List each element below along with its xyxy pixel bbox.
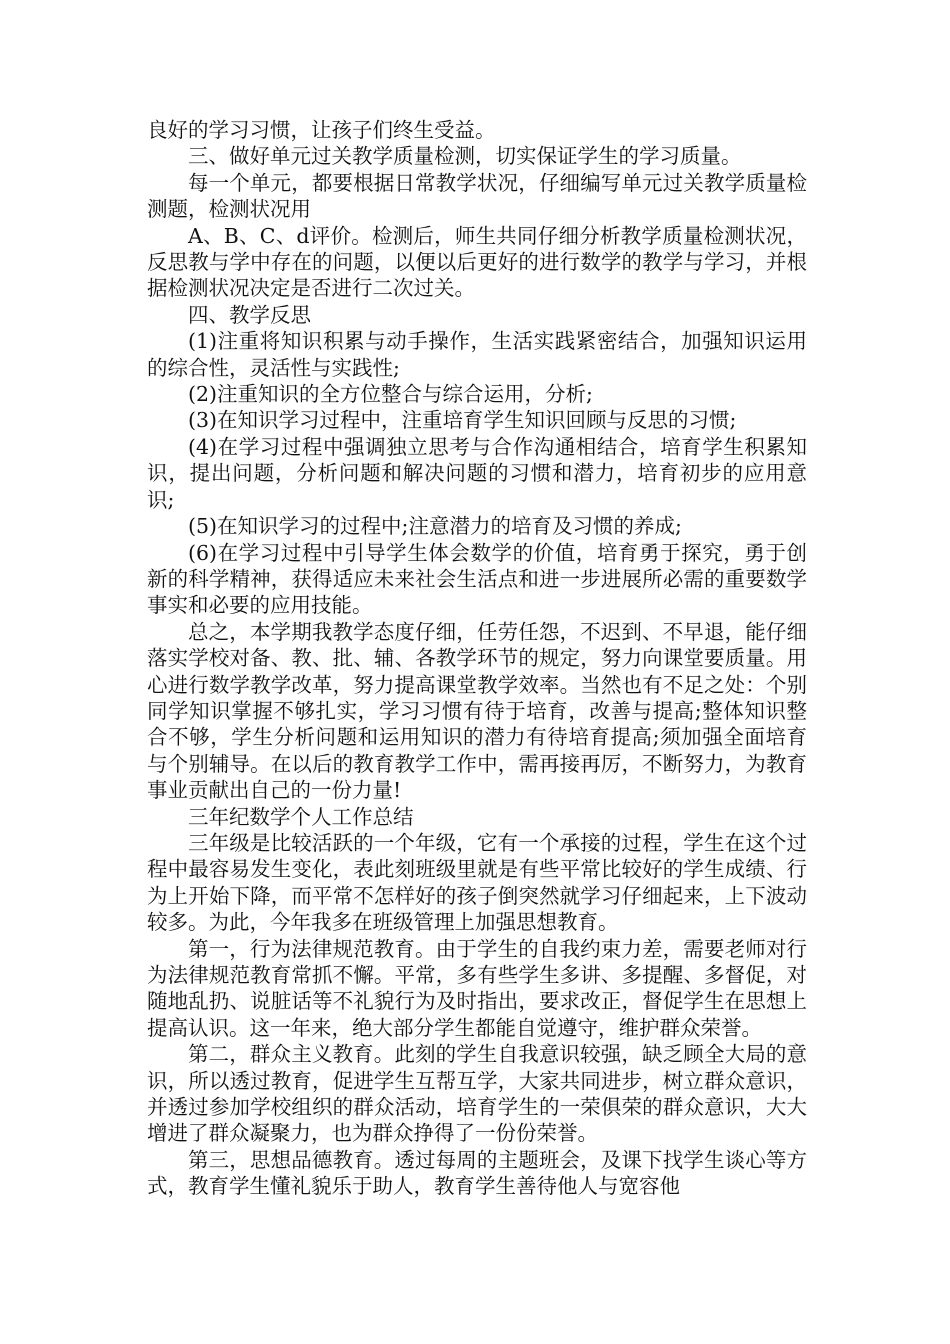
paragraph: 三年级是比较活跃的一个年级，它有一个承接的过程，学生在这个过程中最容易发生变化，表此刻班级里就是有些平常比较好的学生成绩、行为上开始下降，而平常不怎样好的孩子倒突然就学习仔细起来，上下波动较多。为此，今年我多在班级管理上加强思想教育。 xyxy=(147,830,807,935)
section-heading: 四、教学反思 xyxy=(188,302,311,327)
list-item: (4)在学习过程中强调独立思考与合作沟通相结合，培育学生积累知识，提出问题，分析问题和解决问题的习惯和潜力，培育初步的应用意识; xyxy=(147,434,807,512)
paragraph: 第三，思想品德教育。透过每周的主题班会，及课下找学生谈心等方式，教育学生懂礼貌乐于助人，教育学生善待他人与宽容他 xyxy=(147,1147,807,1199)
list-item: (2)注重知识的全方位整合与综合运用，分析; xyxy=(188,382,593,407)
paragraph: A、B、C、d评价。检测后，师生共同仔细分析教学质量检测状况，反思教与学中存在的问题，以便以后更好的进行数学的教学与学习，并根据检测状况决定是否进行二次过关。 xyxy=(147,223,807,301)
paragraph: 每一个单元，都要根据日常教学状况，仔细编写单元过关教学质量检测题，检测状况用 xyxy=(147,170,807,222)
list-item: (5)在知识学习的过程中;注意潜力的培育及习惯的养成; xyxy=(188,514,682,539)
list-item: (3)在知识学习过程中，注重培育学生知识回顾与反思的习惯; xyxy=(188,408,737,433)
list-item: (6)在学习过程中引导学生体会数学的价值，培育勇于探究，勇于创新的科学精神，获得适应未来社会生活点和进一步进展所必需的重要数学事实和必要的应用技能。 xyxy=(147,540,807,618)
paragraph: 第一，行为法律规范教育。由于学生的自我约束力差，需要老师对行为法律规范教育常抓不懈。平常，多有些学生多讲、多提醒、多督促，对随地乱扔、说脏话等不礼貌行为及时指出，要求改正，督促学生在思想上提高认识。这一年来，绝大部分学生都能自觉遵守，维护群众荣誉。 xyxy=(147,936,807,1040)
document-body xyxy=(147,117,807,1200)
paragraph: 良好的学习习惯，让孩子们终生受益。 xyxy=(147,118,496,142)
list-item: (1)注重将知识积累与动手操作，生活实践紧密结合，加强知识运用的综合性，灵活性与实践性; xyxy=(147,329,807,380)
paragraph: 总之，本学期我教学态度仔细，任劳任怨，不迟到、不早退，能仔细落实学校对备、教、批、辅、各教学环节的规定，努力向课堂要质量。用心进行数学教学改革，努力提高课堂教学效率。当然也有不足之处：个别同学知识掌握不够扎实，学习习惯有待于培育，改善与提高;整体知识整合不够，学生分析问题和运用知识的潜力有待培育提高;须加强全面培育与个别辅导。在以后的教育教学工作中，需再接再厉，不断努力，为教育事业贡献出自己的一份力量! xyxy=(147,619,807,803)
paragraph: 第二，群众主义教育。此刻的学生自我意识较强，缺乏顾全大局的意识，所以透过教育，促进学生互帮互学，大家共同进步，树立群众意识，并透过参加学校组织的群众活动，培育学生的一荣俱荣的群众意识，大大增进了群众凝聚力，也为群众挣得了一份份荣誉。 xyxy=(147,1042,807,1146)
section-heading: 三、做好单元过关教学质量检测，切实保证学生的学习质量。 xyxy=(188,144,742,169)
section-title: 三年纪数学个人工作总结 xyxy=(188,804,414,829)
